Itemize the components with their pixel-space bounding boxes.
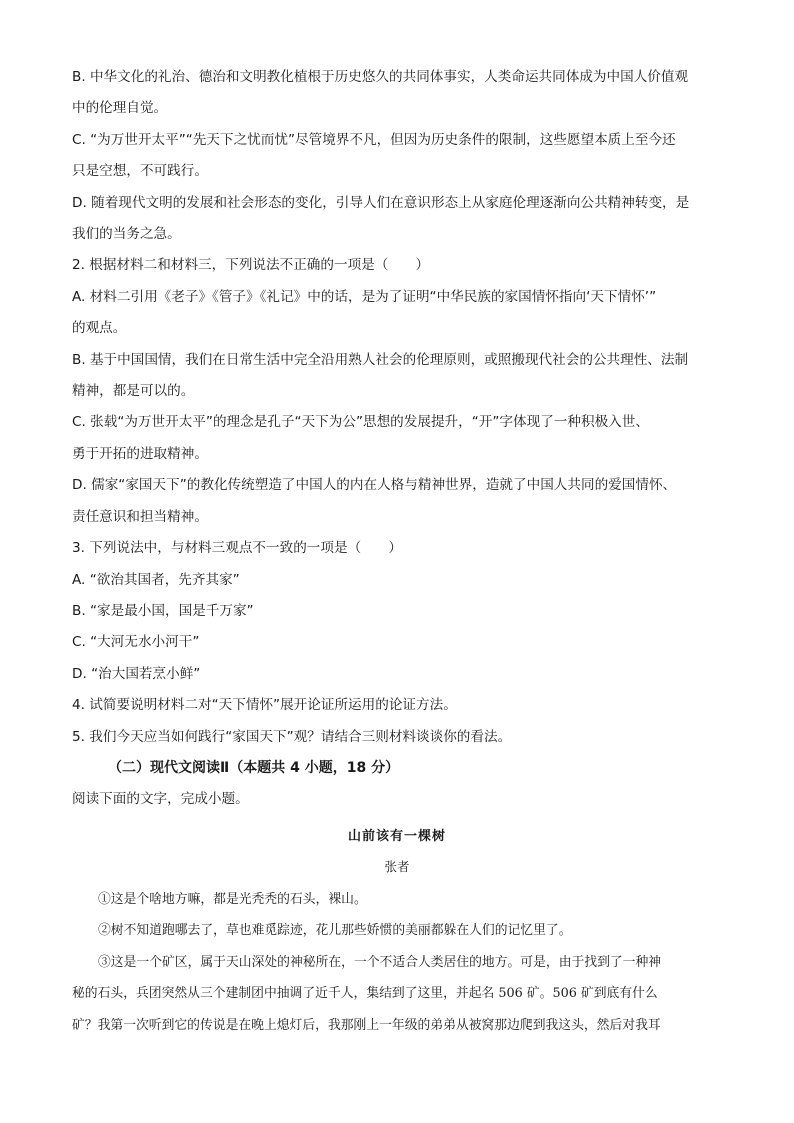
text-line: B. 中华文化的礼治、德治和文明教化植根于历史悠久的共同体事实，人类命运共同体成为中国人价值观 [72,69,689,85]
section-heading: （二）现代文阅读Ⅱ（本题共 4 小题，18 分） [108,759,400,776]
story [72,822,722,1042]
q2-option-d [72,470,722,533]
story-paragraph-3 [72,947,722,1042]
story-paragraph-2: ②树不知道跑哪去了，草也难觅踪迹，花儿那些娇惯的美丽都躲在人们的记忆里了。 [98,923,572,939]
section-instruction: 阅读下面的文字，完成小题。 [72,791,249,808]
q1-option-d [72,188,722,251]
text-line: B. 基于中国国情，我们在日常生活中完全沿用熟人社会的伦理原则，或照搬现代社会的公共理性、法制 [72,351,689,368]
q2-option-b [72,345,722,408]
text-line: 只是空想，不可践行。 [72,163,208,180]
text-line: 责任意识和担当精神。 [72,508,208,525]
q3-option-d: D. “治大国若烹小鲜” [72,665,201,682]
story-paragraph-1: ①这是个啥地方嘛，都是光秃秃的石头，裸山。 [98,891,367,907]
q3-option-c: C. “大河无水小河干” [72,634,200,651]
text-line: D. 随着现代文明的发展和社会形态的变化，引导人们在意识形态上从家庭伦理逐渐向公共精神转变，是 [72,194,690,211]
text-line: A. 材料二引用《老子》《管子》《礼记》中的话，是为了证明“中华民族的家国情怀指向‘天下情怀’” [72,288,657,305]
exam-page [72,62,722,1041]
q2-option-c [72,407,722,470]
text-line: C. “为万世开太平”“先天下之忧而忧”尽管境界不凡，但因为历史条件的限制，这些愿望本质上至今还 [72,131,676,148]
q1-option-b [72,62,722,125]
story-author: 张者 [384,858,410,874]
story-title: 山前该有一棵树 [347,828,446,844]
q3-option-b: B. “家是最小国，国是千万家” [72,602,254,619]
text-line: 我们的当务之急。 [72,226,181,243]
q2-stem: 2. 根据材料二和材料三，下列说法不正确的一项是（ ） [72,257,430,274]
text-line: 秘的石头，兵团突然从三个建制团中抽调了近千人，集结到了这里，并起名 506 矿。506 矿到底有什么 [72,986,658,1002]
text-line: D. 儒家“家国天下”的教化传统塑造了中国人的内在人格与精神世界，造就了中国人共同的爱国情怀、 [72,477,677,494]
q2-option-a [72,282,722,345]
text-line: 勇于开拓的进取精神。 [72,445,208,462]
q3-stem: 3. 下列说法中，与材料三观点不一致的一项是（ ） [72,540,402,557]
text-line: C. 张载“为万世开太平”的理念是孔子“天下为公”思想的发展提升，“开”字体现了一种积极入世、 [72,414,649,431]
text-line: 精神，都是可以的。 [72,383,195,400]
q5-stem: 5. 我们今天应当如何践行“家国天下”观？请结合三则材料谈谈你的看法。 [72,728,512,745]
text-line: ③这是一个矿区，属于天山深处的神秘所在，一个不适合人类居住的地方。可是，由于找到了一种神 [98,954,662,970]
q4-stem: 4. 试简要说明材料二对“天下情怀”展开论证所运用的论证方法。 [72,697,457,714]
text-line: 矿？我第一次听到它的传说是在晚上熄灯后，我那刚上一年级的弟弟从被窝那边爬到我这头，然后对我耳 [72,1017,661,1033]
q1-option-c [72,125,722,188]
q3-option-a: A. “欲治其国者，先齐其家” [72,571,240,588]
text-line: 中的伦理自觉。 [72,100,168,117]
text-line: 的观点。 [72,320,127,337]
